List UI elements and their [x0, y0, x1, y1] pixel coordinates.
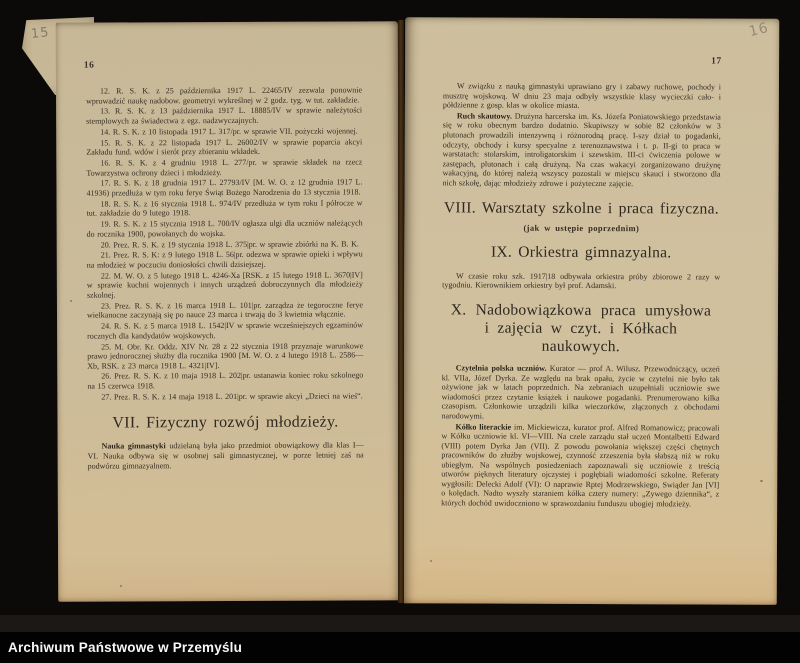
- section-x-heading-line2: i zajęcia w czyt. i Kółkach naukowych.: [484, 319, 678, 356]
- scouting-paragraph: [443, 111, 721, 189]
- paragraph: 26. Prez. R. S. K. z 10 maja 1918 L. 202|pr. ustanawia koniec roku szkolnego na 15 czerwca 1918.: [87, 370, 364, 391]
- paragraph: 12. R. S. K. z 25 października 1917 L. 22465/IV zezwala ponownie wprowadzić naukę nadobow. geometryi wykreślnej w 2 godz. tyg. w tut. zakładzie.: [86, 85, 363, 106]
- paragraph: Czytelnia polska uczniów. Kurator — prof A. Wilusz. Przewodniczący, uczeń kl. VIIa, Józef Dyrka. Ze względu na brak opału, życie w czytelni nie było tak ożywione jak w latach poprzednich. Na zebraniach uzupełniali uczniowie swe wiadomości przez czytanie książek i naukowe pogadanki. Prenumerowano kilka czasopism. Członkowie urządzili kilka wieczorków, złączonych z obchodami narodowymi.: [441, 363, 720, 421]
- paragraph: 24. R. S. K. z 5 marca 1918 L. 1542|IV w sprawie wcześniejszych egzaminów rocznych dla kandydatów wojskowych.: [87, 320, 364, 341]
- paragraph: 13. R. S. K. z 13 października 1917 L. 18885/IV w sprawie należytości stemplowych za świadectwa z egz. nadzwyczajnych.: [86, 105, 363, 126]
- paragraph: 16. R. S. K. z 4 grudniu 1918 L. 277/pr. w sprawie składek na rzecz Towarzystwa ochrony dzieci i młodzieży.: [86, 157, 363, 178]
- paragraph: 22. M. W. O. z 5 lutego 1918 L. 4246-Xa [RSK. z 15 lutego 1918 L. 3670|IV] w sprawie kuchni wojennych i innych urządzeń dobroczynnych dla młodzieży szkolnej.: [86, 270, 363, 300]
- section-ix-heading: IX. Orkiestra gimnazyalna.: [490, 243, 672, 262]
- decree-paragraph-list: [86, 85, 363, 402]
- page-number-left: 16: [83, 60, 95, 71]
- section-x-heading-line1: X. Nadobowiązkowa praca umysłowa: [450, 301, 712, 320]
- paragraph: 19. R. S. K. z 15 stycznia 1918 L. 700/IV ogłasza ulgi dla uczniów należących do rocznika 1900, powołanych do wojska.: [86, 218, 363, 239]
- scanned-page-right: [403, 17, 780, 605]
- gymnastics-paragraph: [88, 441, 364, 471]
- scan-speck: [760, 480, 763, 482]
- paragraph: 18. R. S. K. z 16 stycznia 1918 L. 974/IV przedłuża w tym roku I półrocze w tut. zakładzie do 9 lutego 1918.: [86, 198, 363, 218]
- paragraph-lead: Kółko literackie: [455, 421, 512, 432]
- paragraph-lead: Czytelnia polska uczniów.: [455, 363, 547, 373]
- paragraph: 27. Prez. R. S. K. z 14 maja 1918 L. 201|pr. w sprawie akcyi „Dzieci na wieś“.: [101, 391, 363, 402]
- right-page-text-column: [441, 81, 721, 510]
- paragraph: 20. Prez. R. S. K. z 19 stycznia 1918 L. 375|pr. w sprawie zbiórki na K. B. K.: [100, 239, 359, 250]
- folio-pencil-mark-right: 16: [747, 19, 771, 41]
- left-page-text-column: [86, 85, 364, 472]
- section-viii-heading: VIII. Warsztaty szkolne i praca fizyczna.: [443, 199, 720, 218]
- paragraph: 25. M. Obr. Kr. Oddz. XIV Nr. 28 z 22 stycznia 1918 przyznaje warunkowe prawo jednorocznej służby dla rocznika 1900 [M. W. O. z 4 lutego 1918 L. 2586—Xb, RSK. z 23 marca 1918 L. 4321|IV].: [87, 340, 364, 371]
- folio-pencil-mark-left: 15: [30, 25, 51, 42]
- orchestra-paragraph: W czasie roku szk. 1917|18 odbywała orkiestra próby zbiorowe 2 razy w tygodniu. Kierownikiem orkiestry był prof. Adamski.: [442, 271, 721, 291]
- book-gutter-shadow: [398, 20, 404, 603]
- paragraph: 21. Prez. R. S. K: z 9 lutego 1918 L. 56|pr. odezwa w sprawie opieki i wpływu na młodzież w poczuciu doniosłości chwili dzisiejszej.: [86, 249, 363, 270]
- page-number-right: 17: [711, 56, 722, 67]
- paragraph: 14. R. S. K. z 10 listopada 1917 L. 317/pr. w sprawie VII. pożyczki wojennej.: [100, 126, 358, 137]
- scouting-paragraph-lead: Ruch skautowy.: [456, 111, 512, 121]
- scanned-page-left: [56, 21, 401, 601]
- pre-footer-strip: [0, 615, 800, 632]
- paragraph: 23. Prez. R. S. K. z 16 marca 1918 L. 101|pr. zarządza że tegoroczne ferye wielkanocne zaczynają się po nauce 23 marca i trwają do 3 kwietnia włącznie.: [86, 300, 363, 320]
- gymnastics-paragraph-text: udzielaną była jako przedmiot obowiązkowy dla klas I—VI. Nauka odbywa się w osobnej sali gimnastycznej, w porze letniej zaś na podwórzu gimnazyalnem.: [87, 440, 364, 471]
- archive-name-label: Archiwum Państwowe w Przemyślu: [8, 640, 243, 655]
- scouting-paragraph-text: Drużyna harcerska im. Ks. Józefa Poniatowskiego przedstawia się w roku obecnym bardzo dodatnio. Skupiwszy w sobie 82 członków w 3 plutonach prowadzili intenzywną i różnorodną pracę. I-szy dział to pogadanki, odczyty, obchody i kursy specyalne z terenoznawstwa i t. p. II-gi to praca w warstatach: stolarskim, introligatorskim i szewskim. III-ci ćwiczenia polowe w zastępach, plutonach i całą drużyną. Na czas wakacyi zorganizowano drużynę wakacyjną, do której należą wszyscy pozostali w miejscu skauci i stworzono dla nich szkołę, dając młodzieży zdrowe i pożyteczne zajęcie.: [442, 111, 721, 188]
- paragraph: Kółko literackie im. Mickiewicza, kurator prof. Alfred Romanowicz; pracowali w Kółku uczniowie kl. VI—VIII. Na czele zarządu stał uczeń Montalbetti Edward (VIII) potem Dyrka Jan (VII). Z powodu powołania większej części chętnych pracowników do złużby wojskowej, czynność zrzeszenia była słabszą niż w roku ubiegłym. Na wspólnych posiedzeniach zapoznawali się uczniowie z treścią utworów pięknych literatury ojczystej i pogłębiali wiadomości szkolne. Referaty wygłosili: Delecki Adolf (VI): O naprawie Rptej Modrzewskiego, Swiąder Jan [VI] o kolędach. Nadto wyszły staraniem kółka cztery numery: „Zywego dziennika“, z których dochód uwidoczniono w sprawozdaniu funduszu ubogiej młodzieży.: [441, 421, 720, 509]
- paragraph: 17. R. S. K. z 18 grudnia 1917 L. 27793/IV [M. W. O. z 12 grudnia 1917 L. 41936) przedłuża w tym roku ferye Świąt Bożego Narodzenia do 13 stycznia 1918.: [86, 177, 363, 198]
- intro-paragraph: W związku z nauką gimnastyki uprawiano gry i zabawy ruchowe, pochody i musztrę wojskową. W dniu 23 maja odbyły wszystkie klasy wycieczki cało- i półdzienne z gosp. klas w okolice miasta.: [442, 81, 721, 111]
- paragraph: 15. R. S. K. z 22 listopada 1917 L. 26002/IV w sprawie poparcia akcyi Zakładu fund. wdów i sierót przy zbieraniu wkładek.: [86, 137, 363, 157]
- gymnastics-paragraph-lead: Nauka gimnastyki: [101, 441, 166, 451]
- archive-footer-bar: [0, 632, 800, 663]
- section-viii-note: (jak w ustępie poprzednim): [523, 223, 640, 234]
- section-vii-heading: VII. Fizyczny rozwój młodzieży.: [112, 413, 339, 432]
- clubs-paragraph-list: [441, 363, 720, 509]
- scan-speck: [430, 560, 432, 562]
- scan-speck: [120, 585, 122, 587]
- scan-speck: [70, 300, 72, 302]
